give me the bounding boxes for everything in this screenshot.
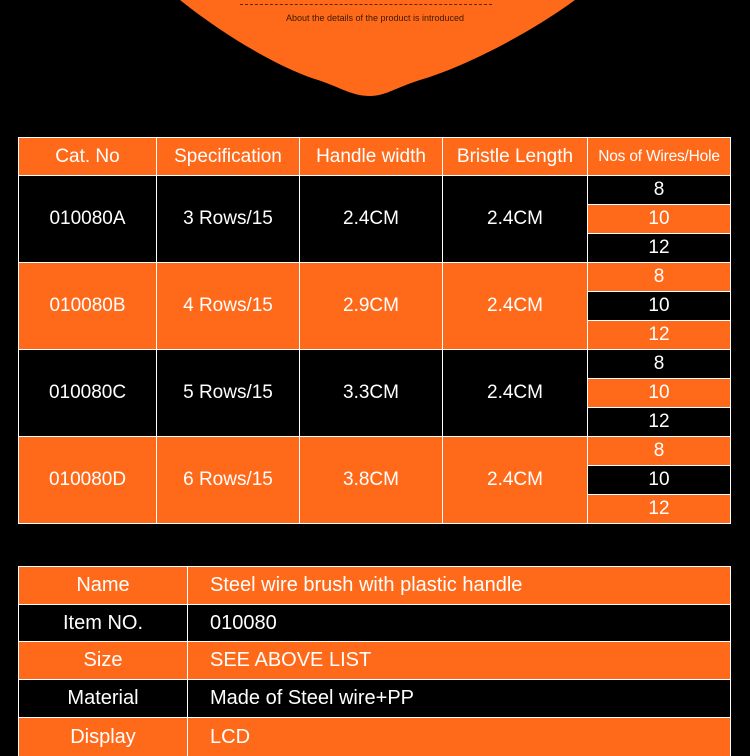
wires-cell: 10 — [588, 205, 730, 234]
info-value: 010080 — [210, 611, 277, 634]
info-row-name — [19, 567, 730, 605]
wires-cell: 12 — [588, 408, 730, 437]
info-key: Material — [19, 680, 188, 717]
wires-cell: 8 — [588, 350, 730, 379]
info-row-item-no — [19, 605, 730, 642]
bristle-length-cell: 2.4CM — [443, 176, 588, 263]
product-info-table — [18, 566, 731, 756]
header-wires-per-hole: Nos of Wires/Hole — [588, 138, 730, 176]
cat-no-cell: 010080C — [19, 350, 157, 437]
wires-cell: 12 — [588, 321, 730, 350]
header-handle-width: Handle width — [300, 138, 443, 176]
wires-cell: 10 — [588, 379, 730, 408]
info-key: Item NO. — [19, 605, 188, 641]
wires-cell: 12 — [588, 234, 730, 263]
cat-no-cell: 010080D — [19, 437, 157, 523]
info-value: Made of Steel wire+PP — [210, 687, 414, 709]
info-key: Name — [19, 567, 188, 604]
bristle-length-cell: 2.4CM — [443, 437, 588, 523]
handle-width-cell: 3.8CM — [300, 437, 443, 523]
info-row-material — [19, 680, 730, 718]
specification-cell: 6 Rows/15 — [157, 437, 300, 523]
wires-cell: 8 — [588, 176, 730, 205]
wires-cell: 10 — [588, 292, 730, 321]
banner-intro-text: About the details of the product is introduced — [285, 13, 465, 23]
info-key: Size — [19, 642, 188, 679]
wires-cell: 12 — [588, 495, 730, 523]
cat-no-cell: 010080B — [19, 263, 157, 350]
handle-width-cell: 2.4CM — [300, 176, 443, 263]
info-value: SEE ABOVE LIST — [210, 649, 372, 671]
banner-divider — [240, 4, 492, 5]
handle-width-cell: 2.9CM — [300, 263, 443, 350]
specification-cell: 4 Rows/15 — [157, 263, 300, 350]
wires-cell: 8 — [588, 263, 730, 292]
header-cat-no: Cat. No — [19, 138, 157, 176]
wires-cell: 10 — [588, 466, 730, 495]
handle-width-cell: 3.3CM — [300, 350, 443, 437]
header-bristle-length: Bristle Length — [443, 138, 588, 176]
specification-cell: 5 Rows/15 — [157, 350, 300, 437]
info-row-size — [19, 642, 730, 680]
info-value: Steel wire brush with plastic handle — [210, 574, 523, 596]
info-value: LCD — [210, 725, 251, 748]
specification-cell: 3 Rows/15 — [157, 176, 300, 263]
cat-no-cell: 010080A — [19, 176, 157, 263]
bristle-length-cell: 2.4CM — [443, 263, 588, 350]
info-row-display — [19, 718, 730, 756]
bristle-length-cell: 2.4CM — [443, 350, 588, 437]
wires-cell: 8 — [588, 437, 730, 466]
header-specification: Specification — [157, 138, 300, 176]
spec-table — [18, 137, 731, 524]
info-key: Display — [19, 718, 188, 756]
